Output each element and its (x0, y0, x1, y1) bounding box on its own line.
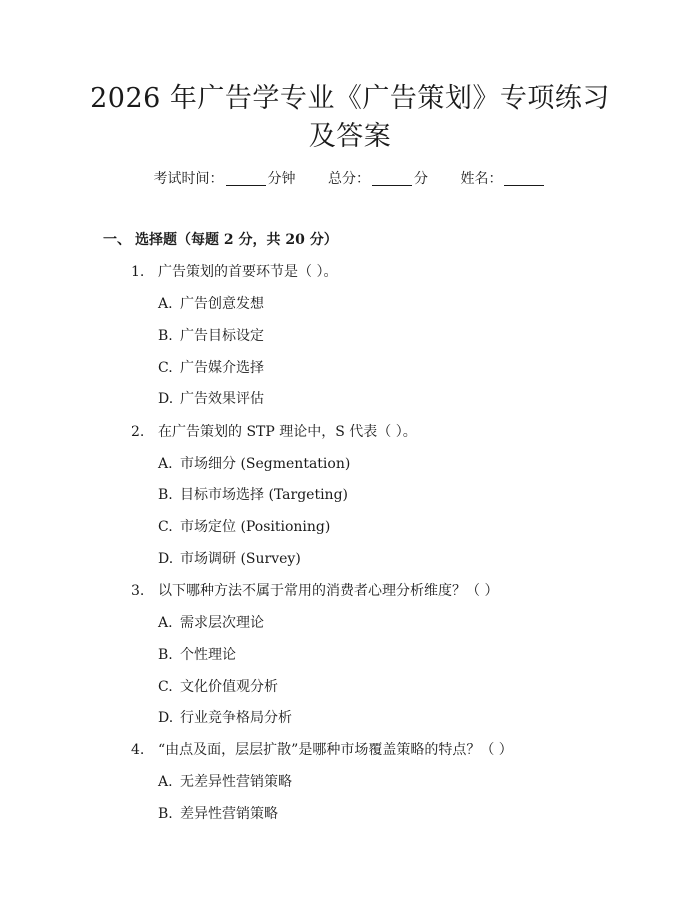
question-number: 4. (131, 742, 145, 758)
option-text: 行业竞争格局分析 (180, 710, 292, 726)
question-text: 广告策划的首要环节是（ ）。 (158, 264, 338, 280)
option-text: 个性理论 (180, 647, 236, 663)
question-text: “由点及面，层层扩散”是哪种市场覆盖策略的特点？（ ） (158, 742, 513, 758)
section-heading (103, 229, 338, 249)
exam-time-unit: 分钟 (267, 171, 296, 187)
name-label: 姓名： (460, 171, 503, 187)
option-letter: D. (158, 710, 174, 726)
question-2-option-a (158, 453, 350, 473)
total-score-unit: 分 (414, 171, 428, 187)
question-4-option-b (158, 803, 278, 823)
name-blank (504, 171, 544, 186)
option-text: 差异性营销策略 (180, 806, 278, 822)
option-letter: A. (158, 456, 173, 472)
option-letter: C. (158, 679, 173, 695)
total-score-blank (372, 171, 412, 186)
question-1-option-c (158, 357, 264, 377)
question-1-option-b (158, 325, 264, 345)
option-letter: A. (158, 774, 173, 790)
question-2-option-b (158, 484, 348, 504)
option-letter: B. (158, 806, 173, 822)
option-letter: D. (158, 391, 174, 407)
option-text: 广告创意发想 (180, 296, 264, 312)
question-3 (131, 580, 498, 600)
question-3-option-a (158, 612, 264, 632)
option-text: 广告媒介选择 (180, 360, 264, 376)
section-number: 一、 (103, 232, 131, 248)
question-2-option-c (158, 516, 330, 536)
option-text: 广告目标设定 (180, 328, 264, 344)
exam-info-line (0, 168, 700, 188)
question-1 (131, 261, 337, 281)
question-1-option-d (158, 388, 264, 408)
question-4 (131, 739, 513, 759)
question-2 (131, 421, 417, 441)
option-text: 需求层次理论 (180, 615, 264, 631)
exam-time-blank (226, 171, 266, 186)
page-title: 2026 年广告学专业《广告策划》专项练习及答案 (90, 83, 610, 152)
question-number: 3. (131, 583, 145, 599)
question-3-option-d (158, 707, 292, 727)
option-letter: C. (158, 519, 173, 535)
option-text: 文化价值观分析 (180, 679, 278, 695)
option-text: 目标市场选择 (Targeting) (180, 487, 348, 503)
option-letter: B. (158, 647, 173, 663)
exam-time-label: 考试时间： (153, 171, 224, 187)
question-3-option-b (158, 644, 236, 664)
option-text: 市场定位 (Positioning) (180, 519, 331, 535)
question-1-option-a (158, 293, 264, 313)
exam-time-field (154, 168, 296, 188)
option-text: 广告效果评估 (180, 391, 264, 407)
section-title: 选择题（每题 2 分，共 20 分） (135, 232, 338, 248)
option-text: 市场细分 (Segmentation) (180, 456, 351, 472)
question-2-option-d (158, 548, 301, 568)
option-text: 无差异性营销策略 (180, 774, 292, 790)
question-text: 在广告策划的 STP 理论中，S 代表（ ）。 (158, 424, 417, 440)
question-number: 1. (131, 264, 145, 280)
total-score-field (328, 168, 428, 188)
question-number: 2. (131, 424, 145, 440)
name-field (460, 168, 546, 188)
option-letter: D. (158, 551, 174, 567)
option-letter: B. (158, 328, 173, 344)
option-letter: A. (158, 615, 173, 631)
option-letter: C. (158, 360, 173, 376)
option-text: 市场调研 (Survey) (180, 551, 301, 567)
question-4-option-a (158, 771, 292, 791)
question-text: 以下哪种方法不属于常用的消费者心理分析维度？（ ） (158, 583, 499, 599)
question-3-option-c (158, 676, 278, 696)
option-letter: A. (158, 296, 173, 312)
option-letter: B. (158, 487, 173, 503)
total-score-label: 总分： (328, 171, 370, 187)
